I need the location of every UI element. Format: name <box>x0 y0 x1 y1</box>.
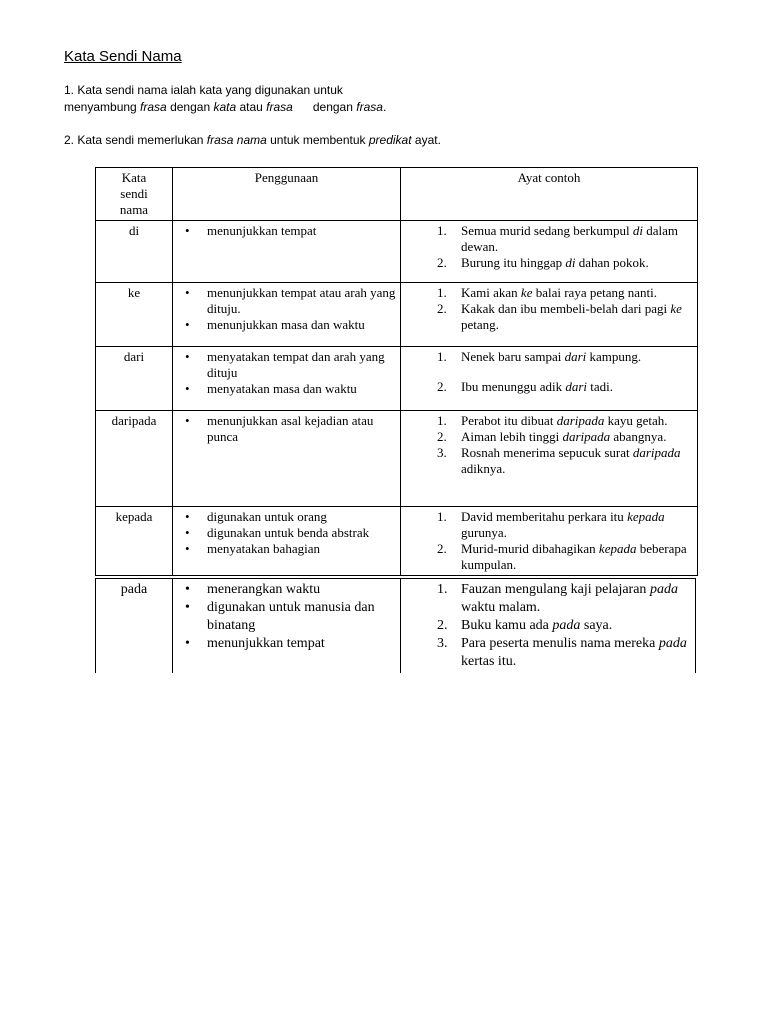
text-segment: frasa <box>356 100 383 114</box>
text-segment: atau <box>236 100 267 114</box>
example-text: adiknya. <box>461 461 506 476</box>
kata-sendi-highlight: daripada <box>562 429 611 444</box>
example-number: 2. <box>437 255 447 270</box>
usage-item: • digunakan untuk manusia dan binatang <box>207 599 396 635</box>
example-text: petang. <box>461 317 499 332</box>
penggunaan-cell <box>173 579 401 674</box>
example-number: 1. <box>437 582 448 597</box>
kata-sendi-table <box>95 167 698 576</box>
kata-sendi-highlight: dari <box>564 349 587 364</box>
text-segment: frasa <box>140 100 167 114</box>
text-segment: kata <box>213 100 237 114</box>
example-item <box>437 509 693 541</box>
header-penggunaan: Penggunaan <box>173 168 401 221</box>
kata-sendi-highlight: ke <box>670 301 682 316</box>
example-text: Burung itu hinggap <box>461 255 566 270</box>
example-text: dahan pokok. <box>575 255 649 270</box>
penggunaan-cell <box>173 411 401 507</box>
usage-item: • menunjukkan tempat <box>207 635 396 653</box>
example-item <box>437 617 691 635</box>
ayat-contoh-cell <box>401 347 698 411</box>
example-text: abangnya. <box>610 429 667 444</box>
point-2-number: 2. <box>64 133 75 147</box>
example-item <box>437 635 691 671</box>
example-text: Aiman lebih tinggi <box>461 429 563 444</box>
example-text: Para peserta menulis nama mereka <box>461 636 659 651</box>
header-kata-sendi: Kata sendi nama <box>96 168 173 221</box>
example-number: 2. <box>437 379 447 394</box>
example-text: dalam dewan. <box>461 223 678 254</box>
kata-sendi-cell: dari <box>96 347 173 411</box>
penggunaan-cell <box>173 347 401 411</box>
example-item <box>437 223 693 255</box>
example-item <box>437 581 691 617</box>
example-number: 2. <box>437 301 447 316</box>
usage-item: • digunakan untuk orang <box>207 509 396 525</box>
example-number: 3. <box>437 636 448 651</box>
header-ayat-contoh: Ayat contoh <box>401 168 698 221</box>
usage-item: • menunjukkan asal kejadian atau punca <box>207 413 396 445</box>
example-text: Semua murid sedang berkumpul <box>461 223 633 238</box>
usage-item: • menunjukkan tempat <box>207 223 396 239</box>
penggunaan-cell <box>173 507 401 576</box>
kata-sendi-cell: daripada <box>96 411 173 507</box>
table-row <box>96 347 698 411</box>
example-number: 3. <box>437 445 447 460</box>
example-text: beberapa kumpulan. <box>461 541 687 572</box>
usage-item: • digunakan untuk benda abstrak <box>207 525 396 541</box>
kata-sendi-highlight: kepada <box>598 541 637 556</box>
example-text: Nenek baru sampai <box>461 349 565 364</box>
example-number: 2. <box>437 429 447 444</box>
example-number: 2. <box>437 618 448 633</box>
kata-sendi-highlight: pada <box>649 582 678 597</box>
usage-item: • menunjukkan masa dan waktu <box>207 317 396 333</box>
kata-sendi-highlight: daripada <box>556 413 605 428</box>
kata-sendi-highlight: pada <box>552 618 581 633</box>
usage-item: • menyatakan bahagian <box>207 541 396 557</box>
text-segment: frasa nama <box>206 133 267 147</box>
point-1 <box>64 82 386 116</box>
text-segment: frasa <box>266 100 293 114</box>
example-item <box>437 255 693 271</box>
point-2-text <box>77 133 441 147</box>
usage-item: • menyatakan masa dan waktu <box>207 381 396 397</box>
kata-sendi-cell: ke <box>96 283 173 347</box>
example-text: kampung. <box>586 349 642 364</box>
example-item <box>437 429 693 445</box>
kata-sendi-highlight: ke <box>520 285 533 300</box>
table-header-row <box>96 168 698 221</box>
example-text: Rosnah menerima sepucuk surat <box>461 445 633 460</box>
text-segment: menyambung <box>64 100 141 114</box>
kata-sendi-table-pada <box>95 578 696 673</box>
example-text: kertas itu. <box>461 654 517 669</box>
example-item <box>437 541 693 573</box>
example-number: 1. <box>437 223 447 238</box>
point-1-number: 1. <box>64 83 75 97</box>
kata-sendi-highlight: kepada <box>627 509 665 524</box>
table-row <box>96 411 698 507</box>
page-title: Kata Sendi Nama <box>64 48 182 65</box>
example-item <box>437 445 693 477</box>
example-number: 1. <box>437 509 447 524</box>
kata-sendi-cell: pada <box>96 579 173 674</box>
kata-sendi-highlight: di <box>632 223 643 238</box>
kata-sendi-highlight: pada <box>658 636 687 651</box>
text-segment: Kata sendi memerlukan <box>77 133 207 147</box>
table-row <box>96 579 696 674</box>
text-segment: predikat <box>368 133 412 147</box>
example-text: Ibu menunggu adik <box>461 379 566 394</box>
example-text: David memberitahu perkara itu <box>461 509 628 524</box>
ayat-contoh-cell <box>401 507 698 576</box>
usage-item: • menyatakan tempat dan arah yang dituju <box>207 349 396 381</box>
point-1-line2 <box>64 100 386 114</box>
example-text: gurunya. <box>461 525 507 540</box>
example-item <box>437 413 693 429</box>
example-item <box>437 285 693 301</box>
example-text: tadi. <box>587 379 614 394</box>
example-number: 1. <box>437 349 447 364</box>
example-number: 1. <box>437 413 447 428</box>
ayat-contoh-cell <box>401 283 698 347</box>
point-2 <box>64 132 441 149</box>
example-item <box>437 349 693 365</box>
example-text: Kakak dan ibu membeli-belah dari pagi <box>461 301 671 316</box>
text-segment: dengan <box>292 100 357 114</box>
example-text: kayu getah. <box>604 413 668 428</box>
ayat-contoh-cell <box>401 221 698 283</box>
ayat-contoh-cell <box>401 579 696 674</box>
example-number: 1. <box>437 285 447 300</box>
kata-sendi-highlight: di <box>565 255 576 270</box>
usage-item: • menunjukkan tempat atau arah yang dituju. <box>207 285 396 317</box>
ayat-contoh-cell <box>401 411 698 507</box>
example-item <box>437 379 693 395</box>
example-text: balai raya petang nanti. <box>532 285 657 300</box>
example-item <box>437 301 693 333</box>
penggunaan-cell <box>173 221 401 283</box>
example-number: 2. <box>437 541 447 556</box>
example-text: Murid-murid dibahagikan <box>461 541 599 556</box>
point-1-line1: Kata sendi nama ialah kata yang digunakan untuk <box>77 83 343 97</box>
table-row <box>96 283 698 347</box>
example-text: Kami akan <box>461 285 521 300</box>
table-row <box>96 221 698 283</box>
table-row <box>96 507 698 576</box>
text-segment: ayat. <box>411 133 441 147</box>
example-text: Fauzan mengulang kaji pelajaran <box>461 582 650 597</box>
example-text: saya. <box>580 618 613 633</box>
usage-item: • menerangkan waktu <box>207 581 396 599</box>
text-segment: . <box>382 100 387 114</box>
kata-sendi-highlight: dari <box>565 379 588 394</box>
penggunaan-cell <box>173 283 401 347</box>
kata-sendi-cell: di <box>96 221 173 283</box>
text-segment: dengan <box>166 100 214 114</box>
kata-sendi-highlight: daripada <box>632 445 681 460</box>
example-text: Buku kamu ada <box>461 618 553 633</box>
example-text: Perabot itu dibuat <box>461 413 557 428</box>
kata-sendi-cell: kepada <box>96 507 173 576</box>
example-text: waktu malam. <box>461 600 541 615</box>
text-segment: untuk membentuk <box>266 133 369 147</box>
